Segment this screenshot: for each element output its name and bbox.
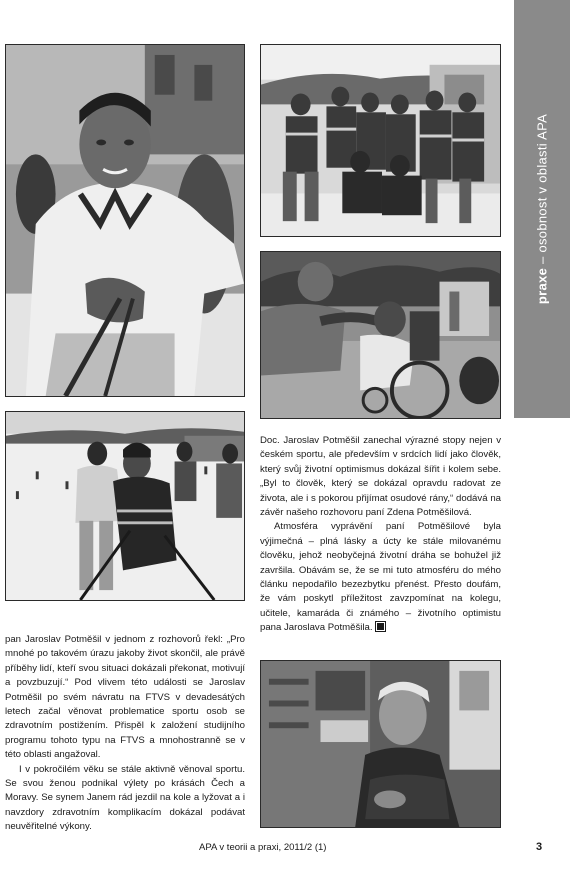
article-end-mark bbox=[377, 623, 384, 630]
article-right-column bbox=[260, 434, 501, 636]
photo-ski-instructors-image bbox=[6, 412, 244, 600]
photo-skier-portrait-image bbox=[6, 45, 244, 396]
photo-wheelchair-scene-image bbox=[261, 252, 500, 418]
photo-group-skiers-image bbox=[261, 45, 500, 236]
page-footer bbox=[0, 842, 570, 858]
article-left-column bbox=[5, 633, 245, 835]
article-right-paragraph-2-text: Atmosféra vyprávění paní Potměšilové byla výjimečná – plná lásky a úcty ke stále milovanému člověku, jehož neobyčejná životní dráha se bohužel již završila. Obávám se, že se mi tuto atmosféru do mého článku nepodařilo bezezbytku přenést. Přesto doufám, že vám poskytl příležitost zavzpomínat na kolegu, učitele, kamaráda či známého – životního optimistu pana Jaroslava Potměšila. bbox=[260, 521, 501, 634]
section-label-strong: praxe bbox=[534, 267, 550, 305]
footer-journal-citation: APA v teorii a praxi, 2011/2 (1) bbox=[199, 842, 327, 853]
article-left-paragraph-1: pan Jaroslav Potměšil v jednom z rozhovorů řekl: „Pro mnohé po takovém úrazu jakoby život skončil, ale právě příběhy lidí, kteří svou situaci dokázali překonat, motivují a povzbuzují.“ Pod vlivem této události se Jaroslav Potměšil po svém návratu na FTVS v devadesátých letech začal věnovat problematice sportu osob se zdravotním postižením. Přispěl k založení studijního programu tohoto typu na FTVS a mnohostranně se v této oblasti angažoval. bbox=[5, 634, 245, 761]
photo-ski-instructors bbox=[5, 411, 245, 601]
photo-elderly-man-image bbox=[261, 661, 500, 827]
photo-wheelchair-scene bbox=[260, 251, 501, 419]
photo-skier-portrait bbox=[5, 44, 245, 397]
article-left-paragraph-2: I v pokročilém věku se stále aktivně věnoval sportu. Se svou ženou podnikal výlety po krásách Čech a Moravy. Se synem Janem rád jezdil na kole a lyžovat a i navzdory zdravotním komplikacím dokázal podávat neuvěřitelné výkony. bbox=[5, 763, 245, 833]
article-right-paragraph-1: Doc. Jaroslav Potměšil zanechal výrazné stopy nejen v českém sportu, ale především v srdcích lidí jako člověk, který svůj životní optimismus dokázal šířit i kolem sebe. „Byl to člověk, který se dokázal opravdu radovat ze života, ale i s pokorou přijímat osudové rány,“ dodává na závěr našeho rozhovoru paní Zdena Potměšilová. bbox=[260, 435, 501, 519]
section-sidebar bbox=[514, 0, 570, 418]
section-label bbox=[535, 114, 550, 304]
photo-group-skiers bbox=[260, 44, 501, 237]
section-label-rest: – osobnost v oblasti APA bbox=[534, 113, 550, 268]
article-right-paragraph-2 bbox=[260, 520, 501, 635]
photo-elderly-man bbox=[260, 660, 501, 828]
footer-page-number: 3 bbox=[536, 841, 543, 853]
